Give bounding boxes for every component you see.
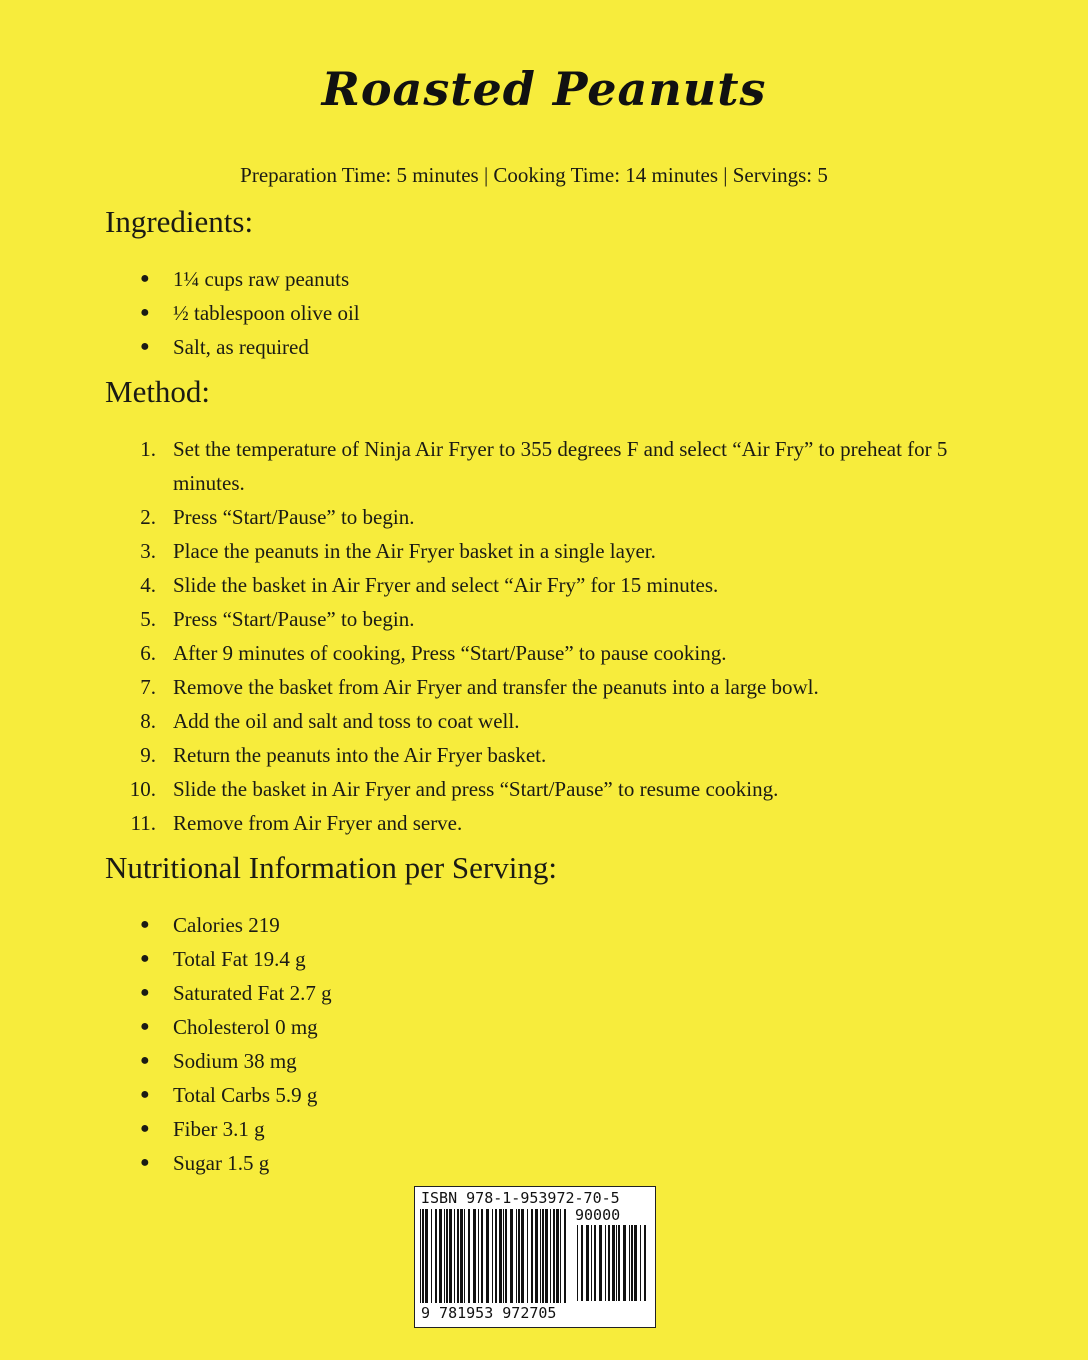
- method-step: [0, 806, 1088, 840]
- isbn-label: ISBN 978-1-953972-70-5: [421, 1189, 620, 1207]
- step-number: 2.: [140, 505, 156, 529]
- nutrition-list: [0, 908, 1088, 1180]
- method-step: [0, 432, 1088, 500]
- nutrition-item: [0, 942, 1088, 976]
- ingredient-item-text: ½ tablespoon olive oil: [173, 301, 360, 325]
- nutrition-heading: Nutritional Information per Serving:: [105, 850, 557, 885]
- nutrition-item: [0, 1146, 1088, 1180]
- bullet-icon: ●: [140, 1120, 150, 1137]
- nutrition-item: [0, 1112, 1088, 1146]
- bullet-icon: ●: [140, 270, 150, 287]
- step-number: 3.: [140, 539, 156, 563]
- method-step-text: Slide the basket in Air Fryer and press “Start/Pause” to resume cooking.: [173, 777, 779, 801]
- step-number: 8.: [140, 709, 156, 733]
- method-step-text: Remove from Air Fryer and serve.: [173, 811, 463, 835]
- nutrition-item: [0, 1078, 1088, 1112]
- nutrition-item-text: Fiber 3.1 g: [173, 1117, 265, 1141]
- barcode-digits: 9 781953 972705: [421, 1304, 557, 1322]
- nutrition-item-text: Total Fat 19.4 g: [173, 947, 306, 971]
- nutrition-item-text: Saturated Fat 2.7 g: [173, 981, 332, 1005]
- method-step-text: Press “Start/Pause” to begin.: [173, 607, 415, 631]
- method-step-text: Remove the basket from Air Fryer and transfer the peanuts into a large bowl.: [173, 675, 819, 699]
- method-step-text: Add the oil and salt and toss to coat well.: [173, 709, 520, 733]
- method-step: [0, 772, 1088, 806]
- bullet-icon: ●: [140, 304, 150, 321]
- addon-bars: [577, 1225, 647, 1301]
- bullet-icon: ●: [140, 338, 150, 355]
- step-number: 7.: [140, 675, 156, 699]
- nutrition-item: [0, 1010, 1088, 1044]
- ingredient-item: [0, 296, 1088, 330]
- bullet-icon: ●: [140, 984, 150, 1001]
- nutrition-item-text: Sodium 38 mg: [173, 1049, 297, 1073]
- ingredient-item-text: 1¼ cups raw peanuts: [173, 267, 350, 291]
- nutrition-item: [0, 976, 1088, 1010]
- method-step-text: Press “Start/Pause” to begin.: [173, 505, 415, 529]
- method-step-text: Slide the basket in Air Fryer and select “Air Fry” for 15 minutes.: [173, 573, 719, 597]
- method-list: [0, 432, 1088, 840]
- bullet-icon: ●: [140, 1052, 150, 1069]
- method-step: [0, 568, 1088, 602]
- bullet-icon: ●: [140, 1086, 150, 1103]
- bullet-icon: ●: [140, 1154, 150, 1171]
- step-number: 11.: [130, 811, 156, 835]
- nutrition-item-text: Total Carbs 5.9 g: [173, 1083, 318, 1107]
- method-step-text: Place the peanuts in the Air Fryer basket in a single layer.: [173, 539, 656, 563]
- step-number: 9.: [140, 743, 156, 767]
- ingredient-item: [0, 262, 1088, 296]
- price-code: 90000: [575, 1206, 621, 1224]
- method-step: [0, 670, 1088, 704]
- bullet-icon: ●: [140, 1018, 150, 1035]
- step-number: 5.: [140, 607, 156, 631]
- method-step: [0, 704, 1088, 738]
- ean-bars: [420, 1209, 570, 1303]
- method-step: [0, 602, 1088, 636]
- step-number: 1.: [140, 437, 156, 461]
- method-step: [0, 500, 1088, 534]
- ingredients-list: [0, 262, 1088, 364]
- nutrition-item-text: Sugar 1.5 g: [173, 1151, 270, 1175]
- step-number: 4.: [140, 573, 156, 597]
- method-step: [0, 636, 1088, 670]
- step-number: 6.: [140, 641, 156, 665]
- ingredient-item-text: Salt, as required: [173, 335, 309, 359]
- bullet-icon: ●: [140, 916, 150, 933]
- step-number: 10.: [129, 777, 156, 801]
- method-step: [0, 738, 1088, 772]
- recipe-title: Roasted Peanuts: [321, 62, 767, 116]
- method-step-text: Return the peanuts into the Air Fryer basket.: [173, 743, 547, 767]
- bullet-icon: ●: [140, 950, 150, 967]
- ingredient-item: [0, 330, 1088, 364]
- method-step-text: After 9 minutes of cooking, Press “Start/Pause” to pause cooking.: [173, 641, 727, 665]
- ingredients-heading: Ingredients:: [105, 204, 254, 239]
- nutrition-item: [0, 908, 1088, 942]
- nutrition-item: [0, 1044, 1088, 1078]
- nutrition-item-text: Calories 219: [173, 913, 280, 937]
- method-step-text: Set the temperature of Ninja Air Fryer to 355 degrees F and select “Air Fry” to preheat for 5 minutes.: [173, 437, 948, 495]
- method-step: [0, 534, 1088, 568]
- recipe-meta: Preparation Time: 5 minutes | Cooking Time: 14 minutes | Servings: 5: [240, 163, 828, 187]
- method-heading: Method:: [105, 374, 211, 409]
- nutrition-item-text: Cholesterol 0 mg: [173, 1015, 318, 1039]
- isbn-barcode: [414, 1186, 656, 1328]
